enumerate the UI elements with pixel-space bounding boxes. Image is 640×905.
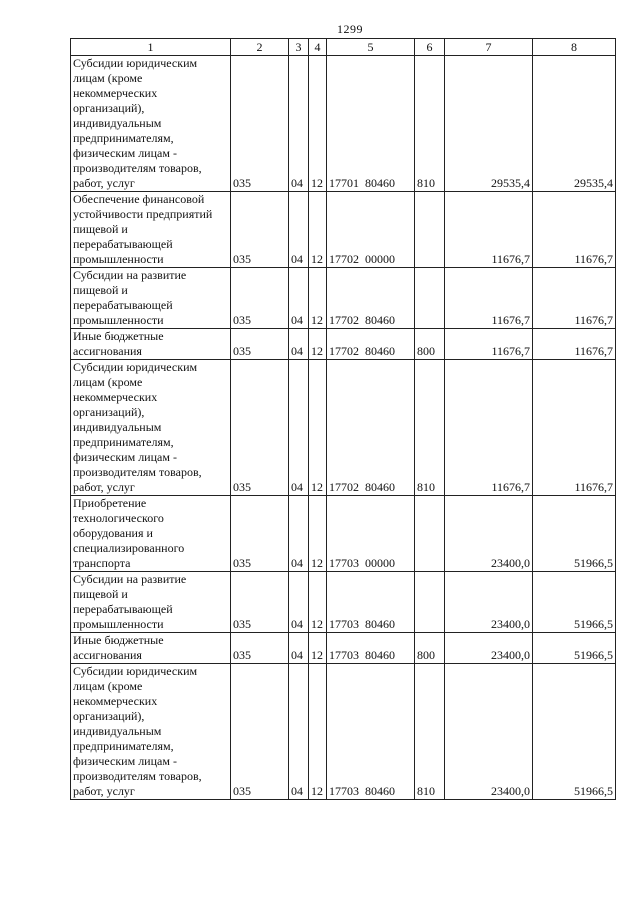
table-row [71, 268, 616, 329]
row-name-cell: Субсидии юридическим лицам (кроме некоммерческих организаций), индивидуальным предпринимателям, физическим лицам - производителям товаров, работ, услуг [71, 664, 231, 800]
row-rz-cell: 04 [289, 268, 309, 329]
row-rz-cell: 04 [289, 360, 309, 496]
row-csr-cell: 17702 00000 [327, 192, 415, 268]
row-sum7-cell: 23400,0 [445, 664, 533, 800]
row-sum8-cell: 29535,4 [533, 56, 616, 192]
table-row [71, 56, 616, 192]
table-row [71, 496, 616, 572]
row-csr-cell: 17703 80460 [327, 664, 415, 800]
row-vr-cell: 810 [415, 360, 445, 496]
row-rz-cell: 04 [289, 496, 309, 572]
table-body [71, 56, 616, 800]
row-name-cell: Иные бюджетные ассигнования [71, 633, 231, 664]
row-name-cell: Обеспечение финансовой устойчивости предприятий пищевой и перерабатывающей промышленности [71, 192, 231, 268]
column-header: 3 [289, 39, 309, 56]
row-sum7-cell: 11676,7 [445, 268, 533, 329]
row-vr-cell [415, 268, 445, 329]
row-sum8-cell: 51966,5 [533, 572, 616, 633]
row-grbs-cell: 035 [231, 360, 289, 496]
row-vr-cell [415, 496, 445, 572]
row-pr-cell: 12 [309, 633, 327, 664]
column-header: 2 [231, 39, 289, 56]
table-row [71, 192, 616, 268]
row-vr-cell: 800 [415, 329, 445, 360]
row-pr-cell: 12 [309, 572, 327, 633]
row-grbs-cell: 035 [231, 496, 289, 572]
column-header: 5 [327, 39, 415, 56]
row-csr-cell: 17701 80460 [327, 56, 415, 192]
row-grbs-cell: 035 [231, 664, 289, 800]
row-vr-cell [415, 192, 445, 268]
row-sum7-cell: 11676,7 [445, 360, 533, 496]
row-pr-cell: 12 [309, 360, 327, 496]
header-row [71, 39, 616, 56]
row-sum8-cell: 51966,5 [533, 633, 616, 664]
row-csr-cell: 17702 80460 [327, 268, 415, 329]
row-sum8-cell: 11676,7 [533, 329, 616, 360]
row-vr-cell [415, 572, 445, 633]
budget-table [70, 38, 616, 800]
row-vr-cell: 810 [415, 56, 445, 192]
column-header: 7 [445, 39, 533, 56]
row-sum7-cell: 11676,7 [445, 192, 533, 268]
row-sum7-cell: 23400,0 [445, 572, 533, 633]
row-pr-cell: 12 [309, 329, 327, 360]
row-sum8-cell: 51966,5 [533, 496, 616, 572]
row-rz-cell: 04 [289, 329, 309, 360]
row-name-cell: Субсидии на развитие пищевой и перерабатывающей промышленности [71, 268, 231, 329]
page-number: 1299 [337, 22, 363, 36]
row-sum7-cell: 23400,0 [445, 496, 533, 572]
row-sum8-cell: 11676,7 [533, 192, 616, 268]
table-row [71, 329, 616, 360]
row-rz-cell: 04 [289, 192, 309, 268]
row-name-cell: Субсидии на развитие пищевой и перерабатывающей промышленности [71, 572, 231, 633]
row-sum8-cell: 11676,7 [533, 360, 616, 496]
row-sum7-cell: 23400,0 [445, 633, 533, 664]
row-pr-cell: 12 [309, 192, 327, 268]
row-pr-cell: 12 [309, 268, 327, 329]
row-name-cell: Иные бюджетные ассигнования [71, 329, 231, 360]
column-header: 4 [309, 39, 327, 56]
row-csr-cell: 17703 00000 [327, 496, 415, 572]
table-row [71, 633, 616, 664]
row-name-cell: Приобретение технологического оборудования и специализированного транспорта [71, 496, 231, 572]
column-header: 8 [533, 39, 616, 56]
row-name-cell: Субсидии юридическим лицам (кроме некоммерческих организаций), индивидуальным предпринимателям, физическим лицам - производителям товаров, работ, услуг [71, 56, 231, 192]
row-sum7-cell: 11676,7 [445, 329, 533, 360]
row-grbs-cell: 035 [231, 192, 289, 268]
row-grbs-cell: 035 [231, 329, 289, 360]
row-csr-cell: 17703 80460 [327, 633, 415, 664]
row-rz-cell: 04 [289, 633, 309, 664]
row-sum8-cell: 51966,5 [533, 664, 616, 800]
row-grbs-cell: 035 [231, 268, 289, 329]
row-grbs-cell: 035 [231, 56, 289, 192]
column-header: 6 [415, 39, 445, 56]
row-rz-cell: 04 [289, 572, 309, 633]
table-row [71, 664, 616, 800]
row-csr-cell: 17703 80460 [327, 572, 415, 633]
row-csr-cell: 17702 80460 [327, 360, 415, 496]
row-rz-cell: 04 [289, 664, 309, 800]
row-sum7-cell: 29535,4 [445, 56, 533, 192]
row-vr-cell: 800 [415, 633, 445, 664]
table-row [71, 360, 616, 496]
row-grbs-cell: 035 [231, 633, 289, 664]
row-sum8-cell: 11676,7 [533, 268, 616, 329]
row-rz-cell: 04 [289, 56, 309, 192]
row-pr-cell: 12 [309, 496, 327, 572]
table-row [71, 572, 616, 633]
row-pr-cell: 12 [309, 56, 327, 192]
row-vr-cell: 810 [415, 664, 445, 800]
row-name-cell: Субсидии юридическим лицам (кроме некоммерческих организаций), индивидуальным предпринимателям, физическим лицам - производителям товаров, работ, услуг [71, 360, 231, 496]
row-csr-cell: 17702 80460 [327, 329, 415, 360]
row-pr-cell: 12 [309, 664, 327, 800]
row-grbs-cell: 035 [231, 572, 289, 633]
column-header: 1 [71, 39, 231, 56]
